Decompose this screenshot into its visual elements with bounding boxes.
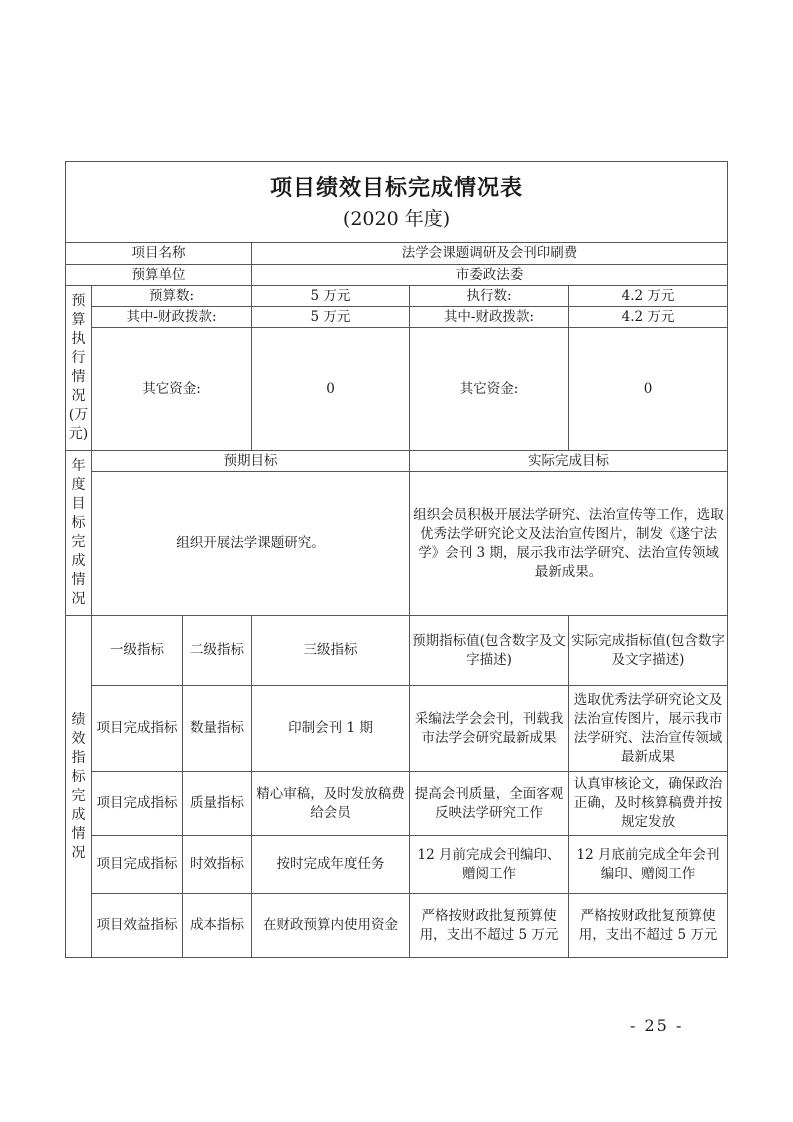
execution-label: 执行数: — [410, 286, 569, 307]
actual-cell: 严格按财政批复预算使用，支出不超过 5 万元 — [569, 894, 728, 958]
other-funds-execution-label: 其它资金: — [410, 328, 569, 451]
budget-unit-label: 预算单位 — [66, 265, 252, 286]
table-row — [66, 772, 728, 836]
expected-cell: 采编法学会会刊，刊载我市法学会研究最新成果 — [410, 686, 569, 772]
fiscal-budget-value: 5 万元 — [252, 307, 410, 328]
budget-value: 5 万元 — [252, 286, 410, 307]
actual-cell: 认真审核论文，确保政治正确，及时核算稿费并按规定发放 — [569, 772, 728, 836]
expected-goal-header: 预期目标 — [92, 451, 410, 472]
level1-cell: 项目完成指标 — [92, 686, 183, 772]
level2-cell: 时效指标 — [183, 836, 252, 894]
level3-cell: 精心审稿，及时发放稿费给会员 — [252, 772, 410, 836]
level3-cell: 印制会刊 1 期 — [252, 686, 410, 772]
project-name-value: 法学会课题调研及会刊印刷费 — [252, 243, 728, 265]
title-cell — [66, 162, 728, 243]
fiscal-execution-label: 其中-财政拨款: — [410, 307, 569, 328]
level3-cell: 按时完成年度任务 — [252, 836, 410, 894]
expected-cell: 严格按财政批复预算使用，支出不超过 5 万元 — [410, 894, 569, 958]
actual-goal-text: 组织会员积极开展法学研究、法治宣传等工作，选取优秀法学研究论文及法治宣传图片，制发《遂宁法学》会刊 3 期，展示我市法学研究、法治宣传领域最新成果。 — [410, 472, 728, 616]
level1-cell: 项目效益指标 — [92, 894, 183, 958]
level1-cell: 项目完成指标 — [92, 836, 183, 894]
budget-section-label: 预 算 执 行 情 况 (万 元) — [66, 286, 92, 451]
header-level2: 二级指标 — [183, 616, 252, 686]
header-level1: 一级指标 — [92, 616, 183, 686]
actual-goal-header: 实际完成目标 — [410, 451, 728, 472]
level2-cell: 质量指标 — [183, 772, 252, 836]
actual-cell: 选取优秀法学研究论文及法治宣传图片，展示我市法学研究、法治宣传领域最新成果 — [569, 686, 728, 772]
header-expected-value: 预期指标值(包含数字及文字描述) — [410, 616, 569, 686]
other-funds-budget-value: 0 — [252, 328, 410, 451]
actual-cell: 12 月底前完成全年会刊编印、赠阅工作 — [569, 836, 728, 894]
annual-goals-section-label: 年 度 目 标 完 成 情 况 — [66, 451, 92, 616]
performance-table — [65, 161, 728, 958]
level2-cell: 成本指标 — [183, 894, 252, 958]
expected-goal-text: 组织开展法学课题研究。 — [92, 472, 410, 616]
budget-label: 预算数: — [92, 286, 252, 307]
page-number: - 25 - — [630, 1016, 684, 1035]
document-subtitle: (2020 年度) — [342, 208, 451, 230]
performance-section-label: 绩 效 指 标 完 成 情 况 — [66, 616, 92, 958]
header-actual-value: 实际完成指标值(包含数字及文字描述) — [569, 616, 728, 686]
fiscal-budget-label: 其中-财政拨款: — [92, 307, 252, 328]
expected-cell: 提高会刊质量，全面客观反映法学研究工作 — [410, 772, 569, 836]
table-row — [66, 686, 728, 772]
execution-value: 4.2 万元 — [569, 286, 728, 307]
project-name-label: 项目名称 — [66, 243, 252, 265]
table-row — [66, 836, 728, 894]
level3-cell: 在财政预算内使用资金 — [252, 894, 410, 958]
level2-cell: 数量指标 — [183, 686, 252, 772]
table-row — [66, 894, 728, 958]
expected-cell: 12 月前完成会刊编印、赠阅工作 — [410, 836, 569, 894]
header-level3: 三级指标 — [252, 616, 410, 686]
budget-unit-value: 市委政法委 — [252, 265, 728, 286]
other-funds-budget-label: 其它资金: — [92, 328, 252, 451]
document-title: 项目绩效目标完成情况表 — [270, 176, 524, 201]
fiscal-execution-value: 4.2 万元 — [569, 307, 728, 328]
other-funds-execution-value: 0 — [569, 328, 728, 451]
level1-cell: 项目完成指标 — [92, 772, 183, 836]
